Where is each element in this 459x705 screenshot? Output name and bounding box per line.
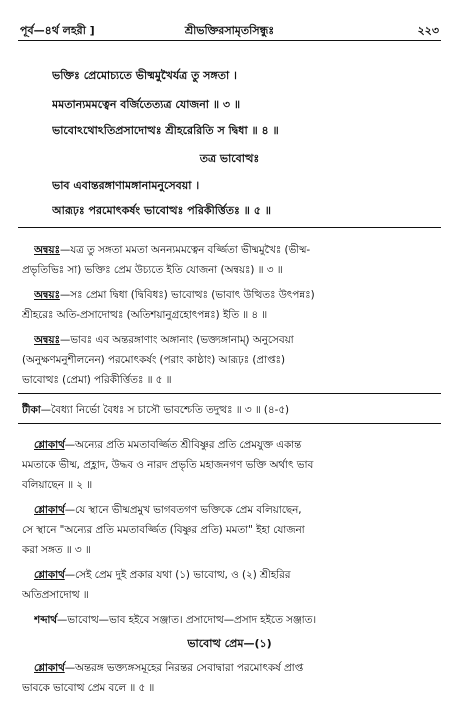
tika-label: টীকা — [22, 404, 41, 416]
anvaya-label: অন্বয়ঃ — [34, 289, 60, 301]
verse-line: আরূঢ়ঃ পরমোৎকর্ষং ভাবোত্থঃ পরিকীর্ত্তিতঃ ॥ ৫ ॥ — [52, 204, 271, 217]
translation-line: সে স্থানে "অন্যের প্রতি মমতাবর্জ্জিত (বিষ্ণুর প্রতি) মমতা" ইহা যোজনা — [22, 524, 305, 536]
anvaya-label: অন্বয়ঃ — [34, 334, 60, 346]
translation-line: ভাবকে ভাবোত্থ প্রেম বলে ॥ ৫ ॥ — [22, 682, 155, 694]
translation-line: শ্লোকার্থ—সেই প্রেম দুই প্রকার যথা (১) ভাবোত্থ, ও (২) শ্রীহরির — [34, 569, 291, 581]
page-number: ২২৩ — [417, 24, 439, 37]
anvaya-label: অন্বয়ঃ — [34, 244, 60, 256]
anvaya-line: প্রভৃতিভিঃ সা) ভক্তিঃ প্রেম উচ্যতে ইতি যোজনা (অন্বয়ঃ) ॥ ৩ ॥ — [22, 264, 283, 276]
anvaya-line: অন্বয়ঃ—ভাবঃ এব অন্তরঙ্গাণাং অঙ্গানাং (ভক্ত্যঙ্গানাম্) অনুসেবয়া — [34, 334, 294, 346]
section-title: ভাবোত্থ প্রেম—(১) — [187, 637, 272, 650]
translation-line: অতিপ্রসাদোত্থ ॥ — [22, 589, 89, 601]
verse-line: ভাব এবান্তরঙ্গাণামঙ্গানামনুসেবয়া । — [52, 179, 200, 192]
translation-label: শ্লোকার্থ — [34, 439, 65, 451]
translation-line: বলিয়াছেন ॥ ২ ॥ — [22, 479, 93, 491]
translation-label: শ্লোকার্থ — [34, 662, 65, 674]
page-header — [20, 22, 439, 38]
verse-line: ভাবোঽথোঽতিপ্রসাদোত্থঃ শ্রীহরেরিতি স দ্বিধা ॥ ৪ ॥ — [52, 124, 279, 137]
tika-rule — [18, 423, 441, 424]
translation-label: শ্লোকার্থ — [34, 569, 65, 581]
translation-line: শ্লোকার্থ—যে স্থানে ভীষ্মপ্রমুখ ভাগবতগণ ভক্তিকে প্রেম বলিয়াছেন, — [34, 504, 302, 516]
translation-line: মমতাকে ভীষ্ম, প্রহ্লাদ, উদ্ধব ও নারদ প্রভৃতি মহাজনগণ ভক্তি অর্থাৎ ভাব — [22, 459, 314, 471]
translation-line: শ্লোকার্থ—অন্যের প্রতি মমতাবর্জ্জিত শ্রীবিষ্ণুর প্রতি প্রেমযুক্ত একান্ত — [34, 439, 302, 451]
anvaya-line: অন্বয়ঃ—যত্র তু সঙ্গতা মমতা অনন্যমমত্বেন বর্জ্জিতা ভীষ্মমুখৈঃ (ভীষ্ম- — [34, 244, 311, 256]
verse-subheading: তত্র ভাবোত্থঃ — [199, 152, 260, 165]
tika-line: টীকা—বৈধ্যা নির্ভো বৈধঃ স চাসৌ ভাবশ্চেতি তদুত্থঃ ॥ ৩ ॥ (৪-৫) — [22, 404, 290, 416]
header-rule — [18, 40, 441, 41]
anvaya-line: ভাবোত্থঃ (প্রেমা) পরিকীর্ত্তিতঃ ॥ ৫ ॥ — [22, 374, 172, 386]
verse-line: মমতান্যমমত্বেন বর্জিতেত্যত্র যোজনা ॥ ৩ ॥ — [52, 98, 241, 111]
anvaya-line: (অনুক্ষণমনুশীলনেন) পরমোৎকর্ষং (পরাং কাষ্ঠাং) আরূঢ়ঃ (প্রাপ্তঃ) — [22, 354, 286, 366]
translation-line: শ্লোকার্থ—অন্তরঙ্গ ভক্ত্যঙ্গসমূহের নিরন্তর সেবাদ্বারা পরমোৎকর্ষ প্রাপ্ত — [34, 662, 304, 674]
translation-label: শ্লোকার্থ — [34, 504, 65, 516]
translation-line: করা সঙ্গত ॥ ৩ ॥ — [22, 544, 91, 556]
verse-rule — [18, 227, 441, 228]
anvaya-line: শ্রীহরেঃ অতি-প্রসাদোত্থঃ (অতিশয়ানুগ্রহোৎপন্নঃ) ইতি ॥ ৪ ॥ — [22, 309, 268, 321]
commentary-rule — [18, 393, 441, 394]
word-meaning-label: শব্দার্থ — [34, 614, 57, 626]
verse-line: ভক্তিঃ প্রেমোচ্যতে ভীষ্মমুখৈর্যত্র তু সঙ্গতা । — [52, 69, 237, 82]
header-chapter: পূর্ব—৪র্থ লহরী ] — [20, 24, 95, 37]
header-book-title: শ্রীভক্তিরসামৃতসিন্ধুঃ — [184, 24, 275, 37]
anvaya-line: অন্বয়ঃ—সঃ প্রেমা দ্বিধা (দ্বিবিধঃ) ভাবোত্থঃ (ভাবাৎ উত্থিতঃ উৎপন্নঃ) — [34, 289, 315, 301]
word-meaning-line: শব্দার্থ—ভাবোত্থ—ভাব হইবে সঞ্জাত। প্রসাদোত্থ—প্রসাদ হইতে সঞ্জাত। — [34, 614, 317, 626]
